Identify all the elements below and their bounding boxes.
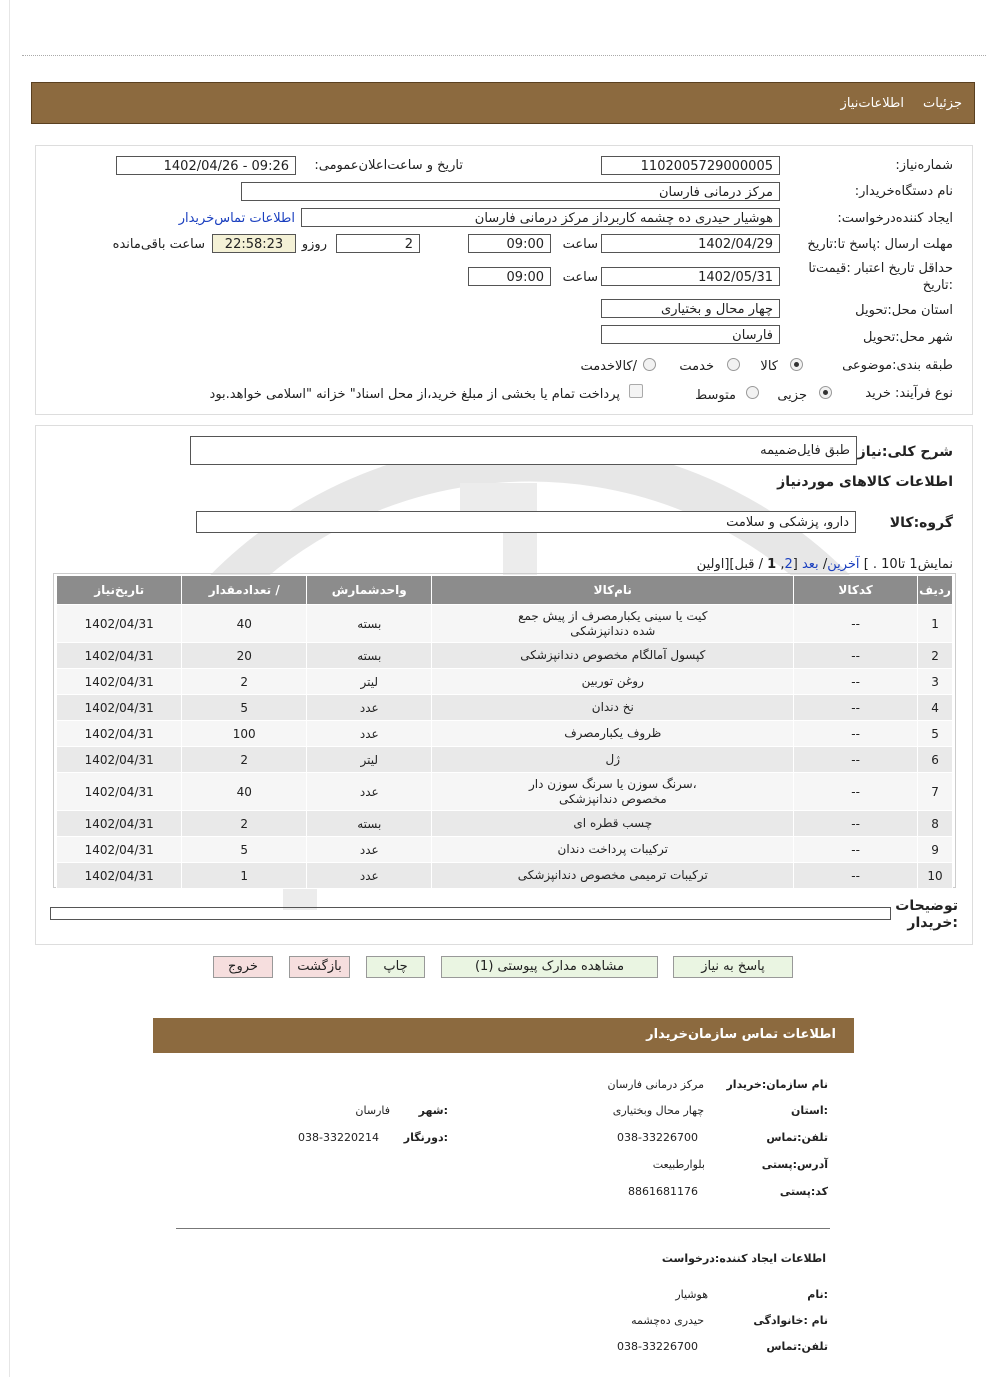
table-row [57, 811, 953, 837]
row-number: 1 [918, 605, 953, 643]
contact-divider [176, 1228, 830, 1229]
item-date: 1402/04/31 [57, 605, 182, 643]
col-row: ردیف [918, 576, 953, 605]
deadline-time-label: ساعت [562, 237, 598, 252]
table-row [57, 837, 953, 863]
reply-button[interactable]: پاسخ به نیاز [673, 956, 793, 978]
creator-info-title: اطلاعات ایجاد کننده:درخواست [661, 1252, 826, 1265]
item-qty: 2 [182, 747, 307, 773]
item-unit: بسته [307, 605, 432, 643]
item-qty: 2 [182, 669, 307, 695]
table-row [57, 747, 953, 773]
pager-tail: / قبل][اولین [696, 557, 763, 572]
item-date: 1402/04/31 [57, 695, 182, 721]
process-medium-radio[interactable] [746, 386, 759, 399]
contact-title: اطلاعات تماس سازمان‌خریدار [646, 1027, 836, 1042]
category-service-radio[interactable] [727, 358, 740, 371]
pager-prefix: نمایش1 تا10 . ] [863, 557, 953, 572]
col-date: تاریخ‌نیاز [57, 576, 182, 605]
province-value: چهار محال وبختیاری [612, 1104, 704, 1117]
item-qty: 5 [182, 837, 307, 863]
creator-phone-label: تلفن:تماس [766, 1340, 828, 1353]
group-label: گروه:کالا [889, 515, 953, 531]
item-code: -- [794, 643, 918, 669]
buyer-notes-field [50, 907, 891, 920]
item-unit: لیتر [307, 669, 432, 695]
item-name: روغن توربین [432, 669, 794, 695]
category-label: طبقه بندی:موضوعی [842, 358, 953, 373]
days-field: 2 [336, 234, 420, 253]
announce-field: 1402/04/26 - 09:26 [116, 156, 296, 175]
item-name: نخ دندان [432, 695, 794, 721]
item-code: -- [794, 721, 918, 747]
description-label: شرح کلی:نیاز [857, 444, 953, 460]
delivery-city-field: فارسان [601, 325, 780, 344]
item-unit: عدد [307, 837, 432, 863]
item-qty: 2 [182, 811, 307, 837]
description-field: طبق فایل‌ضمیمه [190, 436, 857, 465]
goods-title: اطلاعات کالاهای موردنیاز [777, 474, 953, 490]
item-name: کپسول آمالگام مخصوص دندانپزشکی [432, 643, 794, 669]
table-row [57, 695, 953, 721]
process-minor-radio[interactable] [819, 386, 832, 399]
item-name: ترکیبات ترمیمی مخصوص دندانپزشکی [432, 863, 794, 889]
attachments-button[interactable]: مشاهده مدارک پیوستی (1) [441, 956, 658, 978]
row-number: 8 [918, 811, 953, 837]
item-name: کیت یا سینی یکبارمصرف از پیش جمع شده دندانپزشکی [432, 605, 794, 643]
buyer-notes-label-2: :خریدار [907, 915, 958, 931]
validity-time-label: ساعت [562, 270, 598, 285]
category-both-label: /کالاخدمت [580, 359, 637, 374]
buyer-notes-label: توضیحات [895, 898, 958, 914]
creator-phone-value: 038-33226700 [617, 1340, 698, 1353]
item-unit: بسته [307, 811, 432, 837]
org-label: نام سازمان:خریدار [726, 1078, 828, 1091]
tab-details[interactable]: جزئیات [923, 96, 962, 111]
need-number-field: 1102005729000005 [601, 156, 780, 175]
item-qty: 100 [182, 721, 307, 747]
pager [697, 557, 953, 572]
deadline-date-field: 1402/04/29 [601, 234, 780, 253]
delivery-city-label: شهر محل:تحویل [863, 330, 953, 345]
group-field: دارو، پزشکی و سلامت [196, 511, 856, 533]
item-date: 1402/04/31 [57, 643, 182, 669]
item-unit: عدد [307, 773, 432, 811]
payment-note: پرداخت تمام یا بخشی از مبلغ خرید،از محل اسناد" خزانه "اسلامی خواهد.بود [209, 387, 620, 402]
deadline-label: مهلت ارسال :پاسخ تا:تاریخ [807, 237, 953, 252]
postal-label: کد:پستی [779, 1185, 828, 1198]
org-value: مرکز درمانی فارسان [607, 1078, 704, 1091]
item-name: ترکیبات پرداخت دندان [432, 837, 794, 863]
table-row [57, 605, 953, 643]
remaining-label: ساعت باقی‌مانده [112, 237, 205, 252]
city-label: :شهر [418, 1104, 448, 1117]
fax-label: :دورنگار [403, 1131, 448, 1144]
tab-need-info[interactable]: اطلاعات‌نیاز [840, 96, 904, 111]
row-number: 9 [918, 837, 953, 863]
items-table-body [57, 605, 953, 889]
validity-label-2: :تاریخ [922, 278, 953, 293]
table-row [57, 773, 953, 811]
item-date: 1402/04/31 [57, 773, 182, 811]
item-unit: عدد [307, 721, 432, 747]
province-label: :استان [791, 1104, 828, 1117]
exit-button[interactable]: خروج [213, 956, 273, 978]
pager-comma: , [780, 557, 785, 572]
creator-label: ایجاد کننده‌درخواست: [837, 211, 953, 226]
postal-value: 8861681176 [628, 1185, 698, 1198]
top-divider [22, 55, 986, 56]
address-label: آدرس:پستی [761, 1158, 828, 1171]
item-qty: 40 [182, 773, 307, 811]
need-number-label: شماره‌نیاز: [895, 158, 953, 173]
phone-label: تلفن:تماس [766, 1131, 828, 1144]
item-unit: لیتر [307, 747, 432, 773]
item-qty: 5 [182, 695, 307, 721]
item-code: -- [794, 837, 918, 863]
pager-page-1: 1 [767, 557, 777, 572]
pager-next-link[interactable]: بعد [801, 557, 819, 572]
creator-family-label: نام :خانوادگی [753, 1314, 828, 1327]
row-number: 6 [918, 747, 953, 773]
header-bar [31, 82, 975, 124]
process-label: نوع فرآیند: خرید [865, 386, 953, 401]
city-value: فارسان [355, 1104, 390, 1117]
item-code: -- [794, 863, 918, 889]
process-minor-label: جزیی [777, 388, 807, 403]
item-name: ظروف یکبارمصرف [432, 721, 794, 747]
table-row [57, 863, 953, 889]
col-unit: واحدشمارش [307, 576, 432, 605]
pager-last-link[interactable]: آخرین [827, 557, 860, 572]
pager-bracket: [ [792, 557, 798, 572]
item-code: -- [794, 669, 918, 695]
creator-family-value: حیدری ده‌چشمه [631, 1314, 704, 1327]
buyer-org-label: نام دستگاه‌خریدار: [854, 184, 953, 199]
validity-time-field: 09:00 [468, 267, 551, 286]
table-row [57, 721, 953, 747]
pager-sep: / [822, 557, 828, 572]
item-date: 1402/04/31 [57, 811, 182, 837]
table-row [57, 643, 953, 669]
remaining-time-field: 22:58:23 [212, 234, 296, 253]
delivery-province-field: چهار محال و بختیاری [601, 299, 780, 318]
item-code: -- [794, 605, 918, 643]
item-qty: 40 [182, 605, 307, 643]
validity-label: حداقل تاریخ اعتبار :قیمت‌تا [808, 261, 953, 276]
process-medium-label: متوسط [695, 388, 736, 403]
item-code: -- [794, 811, 918, 837]
row-number: 4 [918, 695, 953, 721]
category-both-radio[interactable] [643, 358, 656, 371]
buyer-contact-link[interactable]: اطلاعات تماس‌خریدار [178, 211, 295, 226]
creator-field: هوشیار حیدری ده چشمه کاربرداز مرکز درمانی فارسان [301, 208, 780, 227]
table-row [57, 669, 953, 695]
item-date: 1402/04/31 [57, 721, 182, 747]
item-code: -- [794, 773, 918, 811]
item-date: 1402/04/31 [57, 669, 182, 695]
item-unit: عدد [307, 863, 432, 889]
col-code: کدکالا [794, 576, 918, 605]
days-label: روزو [301, 237, 327, 252]
back-button[interactable]: بازگشت [289, 956, 350, 978]
row-number: 5 [918, 721, 953, 747]
validity-date-field: 1402/05/31 [601, 267, 780, 286]
delivery-province-label: استان محل:تحویل [855, 303, 953, 318]
items-table [56, 575, 953, 889]
item-unit: بسته [307, 643, 432, 669]
pager-page-2[interactable]: 2 [784, 557, 793, 572]
table-header-row [57, 576, 953, 605]
row-number: 2 [918, 643, 953, 669]
category-goods-radio[interactable] [790, 358, 803, 371]
item-date: 1402/04/31 [57, 747, 182, 773]
buyer-org-field: مرکز درمانی فارسان [241, 182, 780, 201]
row-number: 3 [918, 669, 953, 695]
address-value: بلوارطبیعت [652, 1158, 705, 1171]
fax-value: 038-33220214 [298, 1131, 379, 1144]
contact-header [153, 1018, 854, 1053]
item-name: ژل [432, 747, 794, 773]
payment-checkbox[interactable] [629, 384, 643, 398]
item-date: 1402/04/31 [57, 863, 182, 889]
category-goods-label: کالا [760, 359, 778, 374]
creator-name-label: :نام [807, 1288, 828, 1301]
item-name: ،سرنگ سوزن یا سرنگ سوزن دار مخصوص دندانپزشکی [432, 773, 794, 811]
item-code: -- [794, 695, 918, 721]
item-code: -- [794, 747, 918, 773]
deadline-time-field: 09:00 [468, 234, 551, 253]
phone-value: 038-33226700 [617, 1131, 698, 1144]
item-qty: 1 [182, 863, 307, 889]
col-name: نام‌کالا [432, 576, 794, 605]
print-button[interactable]: چاپ [366, 956, 425, 978]
item-unit: عدد [307, 695, 432, 721]
item-date: 1402/04/31 [57, 837, 182, 863]
item-qty: 20 [182, 643, 307, 669]
creator-name-value: هوشیار [675, 1288, 708, 1301]
left-edge [9, 0, 10, 1377]
category-service-label: خدمت [679, 359, 714, 374]
row-number: 7 [918, 773, 953, 811]
item-name: چسب قطره ای [432, 811, 794, 837]
announce-label: تاریخ و ساعت‌اعلان‌عمومی: [314, 158, 463, 173]
col-qty: / تعدادمقدار [182, 576, 307, 605]
row-number: 10 [918, 863, 953, 889]
